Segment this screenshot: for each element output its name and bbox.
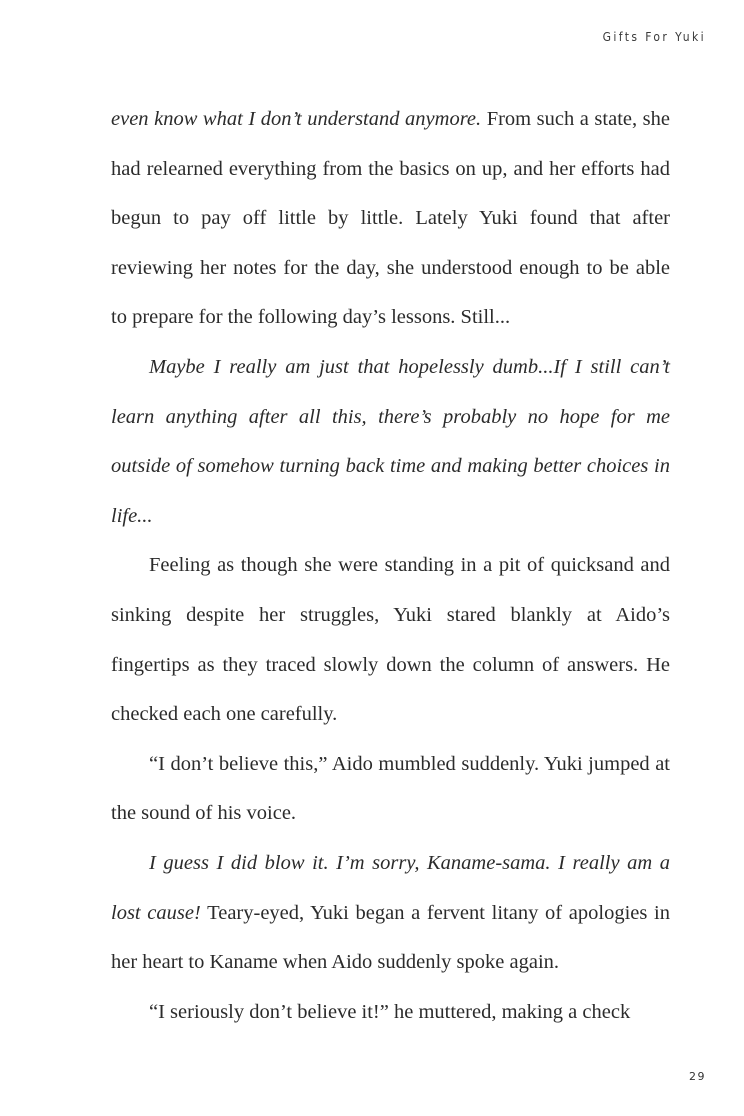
body-text xyxy=(111,95,670,1037)
paragraph: “I don’t believe this,” Aido mumbled suddenly. Yuki jumped at the sound of his voice. xyxy=(111,752,670,825)
paragraph-continuation xyxy=(111,95,670,343)
narration: Teary-eyed, Yuki began a fervent litany of apologies in her heart to Kaname when Aido suddenly spoke again. xyxy=(111,901,670,974)
narration: From such a state, she had relearned everything from the basics on up, and her efforts had begun to pay off little by little. Lately Yuki found that after reviewing her notes for the day, she understood enough to be able to prepare for the following day’s lessons. Still... xyxy=(111,108,670,329)
paragraph-thought: Maybe I really am just that hopelessly dumb...If I still can’t learn anything after all this, there’s probably no hope for me outside of somehow turning back time and making better choices in life... xyxy=(111,355,670,527)
italic-thought: even know what I don’t understand anymore. xyxy=(111,108,482,130)
paragraph xyxy=(111,839,670,988)
page-number: 29 xyxy=(689,1070,706,1083)
paragraph: “I seriously don’t believe it!” he muttered, making a check xyxy=(149,1000,631,1023)
paragraph: Feeling as though she were standing in a pit of quicksand and sinking despite her struggles, Yuki stared blankly at Aido’s fingertips as they traced slowly down the column of answers. He checked each one carefully. xyxy=(111,554,670,726)
running-head: Gifts For Yuki xyxy=(602,30,706,44)
italic-thought: I guess I did blow it. I’m sorry, Kaname-sama. I really am a lost cause! xyxy=(111,851,670,924)
